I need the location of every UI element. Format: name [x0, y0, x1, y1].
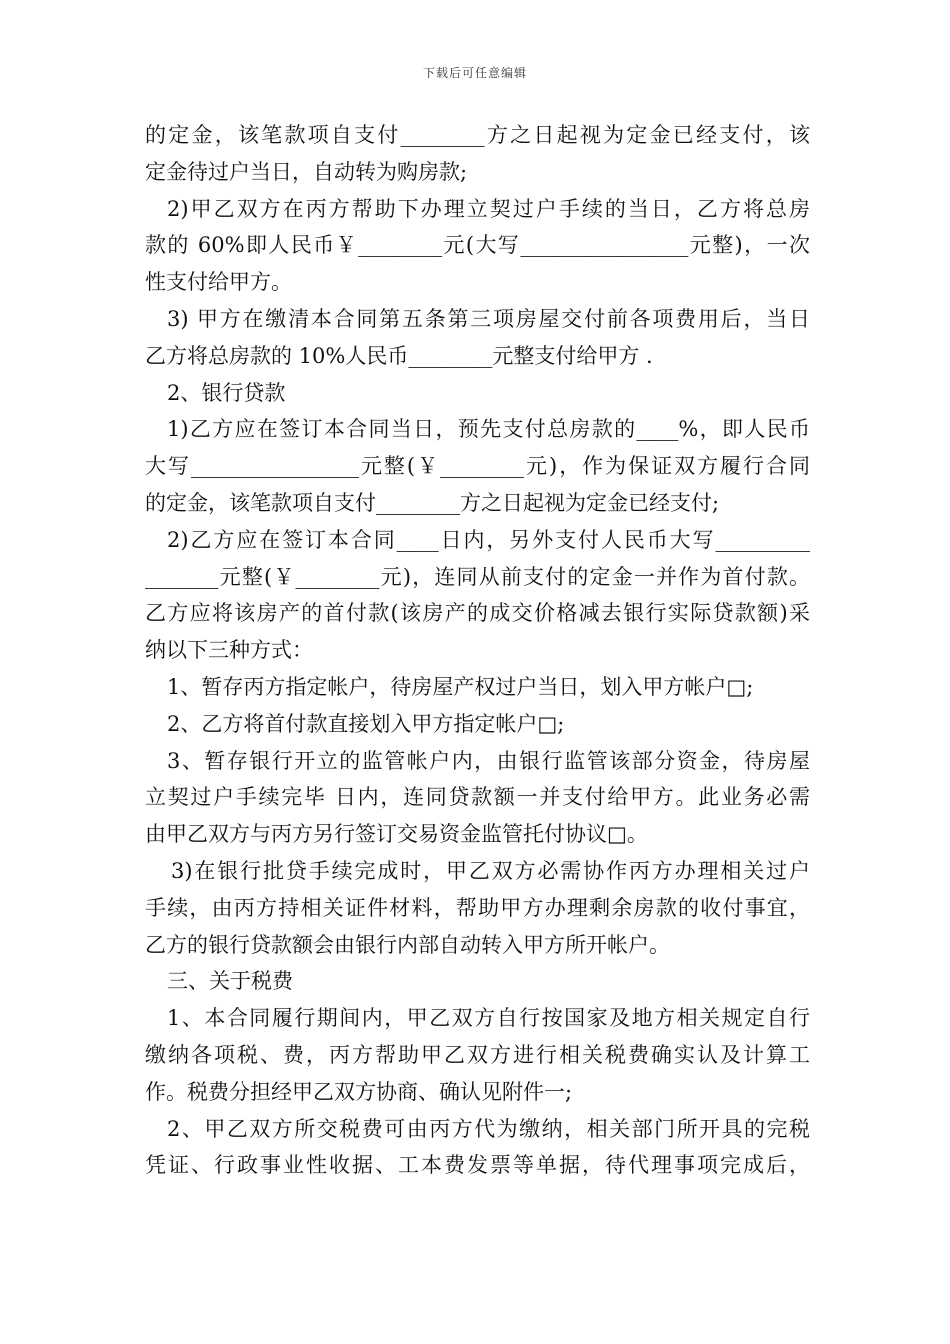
text-line: 1、本合同履行期间内，甲乙双方自行按国家及地方相关规定自行 [167, 1006, 810, 1031]
text-line: 作。税费分担经甲乙双方协商、确认见附件一; [145, 1079, 573, 1104]
text-line: 乙方应将该房产的首付款(该房产的成交价格减去银行实际贷款额)采 [145, 601, 810, 626]
text-line: 的定金，该笔款项自支付________方之日起视为定金已经支付，该 [145, 123, 810, 147]
text-line: 凭证、行政事业性收据、工本费发票等单据，待代理事项完成后， [145, 1153, 810, 1178]
text-line: 性支付给甲方。 [145, 270, 292, 295]
text-line: 大写________________元整(￥________元)，作为保证双方履行合同 [145, 454, 810, 479]
section-heading: 三、关于税费 [167, 969, 293, 994]
text-line: 由甲乙双方与丙方另行签订交易资金监管托付协议□。 [145, 822, 648, 847]
text-line: 1)乙方应在签订本合同当日，预先支付总房款的____%，即人民币 [167, 417, 810, 442]
text-line: 2)乙方应在签订本合同____日内，另外支付人民币大写_________ [167, 527, 810, 552]
text-line: 2、甲乙双方所交税费可由丙方代为缴纳，相关部门所开具的完税 [167, 1116, 810, 1141]
text-line: 手续，由丙方持相关证件材料，帮助甲方办理剩余房款的收付事宜， [145, 895, 810, 920]
text-line: 乙方的银行贷款额会由银行内部自动转入甲方所开帐户。 [145, 932, 670, 957]
text-line: 立契过户手续完毕 日内，连同贷款额一并支付给甲方。此业务必需 [145, 785, 810, 810]
text-line: 纳以下三种方式： [145, 638, 313, 663]
list-item: 3、暂存银行开立的监管帐户内，由银行监管该部分资金，待房屋 [167, 748, 810, 773]
text-line: 缴纳各项税、费，丙方帮助甲乙双方进行相关税费确实认及计算工 [145, 1042, 810, 1067]
text-line: 3)在银行批贷手续完成时，甲乙双方必需协作丙方办理相关过户 [171, 858, 810, 883]
list-item: 1、暂存丙方指定帐户，待房屋产权过户当日，划入甲方帐户□; [167, 674, 754, 699]
text-line: 的定金，该笔款项自支付________方之日起视为定金已经支付; [145, 490, 720, 515]
page-header: 下载后可任意编辑 [422, 66, 527, 80]
text-line: 乙方将总房款的 10%人民币________元整支付给甲方 . [145, 343, 653, 368]
text-line: _______元整(￥________元)，连同从前支付的定金一并作为首付款。 [145, 564, 810, 589]
text-line: 3) 甲方在缴清本合同第五条第三项房屋交付前各项费用后，当日 [167, 306, 810, 331]
text-line: 2)甲乙双方在丙方帮助下办理立契过户手续的当日，乙方将总房 [167, 196, 810, 221]
text-line: 定金待过户当日，自动转为购房款; [145, 159, 468, 184]
section-heading: 2、银行贷款 [167, 380, 286, 405]
document-body [145, 117, 810, 1184]
list-item: 2、乙方将首付款直接划入甲方指定帐户□; [167, 711, 565, 736]
text-line: 款的 60%即人民币￥________元(大写________________元整)，一次 [145, 233, 810, 258]
